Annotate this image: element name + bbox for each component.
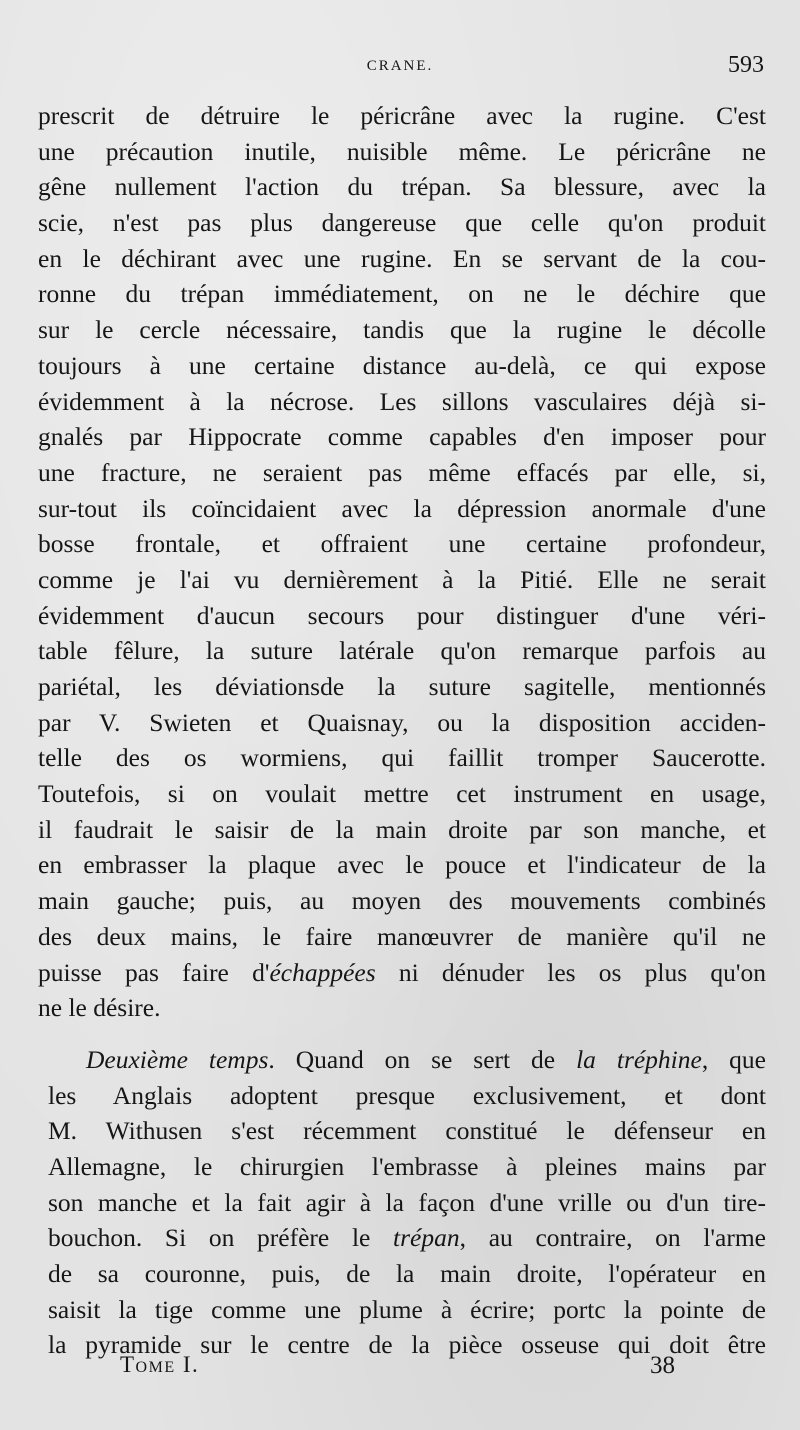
text-line: prescrit de détruire le péricrâne avec la rugine. C'est [38,101,766,130]
text-line [38,1042,766,1078]
text-line [38,1220,766,1256]
text-line: M. Withusen s'est récemment constitué le défenseur en [48,1116,766,1146]
text-line: sur le cercle nécessaire, tandis que la rugine le décolle [38,315,766,345]
text-line: les Anglais adoptent presque exclusivement, et dont [48,1080,766,1110]
text-line: comme je l'ai vu dernièrement à la Pitié. Elle ne serait [38,564,766,594]
text-line: en le déchirant avec une rugine. En se servant de la cou- [38,243,766,273]
text-run: bouchon. Si on préfère le [48,1223,394,1253]
text-line: il faudrait le saisir de la main droite par son manche, et [38,814,766,844]
text-run: , au contraire, on l'arme [459,1223,766,1253]
text-line: bosse frontale, et offraient une certaine profondeur, [38,529,766,559]
body-text [38,98,766,1363]
text-run: ni dénuder les os plus qu'on [375,957,766,987]
signature-number: 38 [650,1352,675,1379]
text-run: puisse pas faire d' [38,957,270,987]
text-line: table fêlure, la suture latérale qu'on remarque parfois au [38,636,766,666]
running-head [0,52,800,84]
volume-signature: Tome I. [120,1352,200,1377]
text-line: toujours à une certaine distance au-delà, ce qui expose [38,350,766,380]
text-line: évidemment d'aucun secours pour distinguer d'une véri- [38,600,766,630]
text-line [38,955,766,991]
text-line: main gauche; puis, au moyen des mouvements combinés [38,886,766,916]
paragraph-1 [38,98,766,1026]
text-line: par V. Swieten et Quaisnay, ou la disposition acciden- [38,707,766,737]
text-line: ronne du trépan immédiatement, on ne le déchire que [38,279,766,309]
text-line: pariétal, les déviationsde la suture sagitelle, mentionnés [38,672,766,701]
text-line: gêne nullement l'action du trépan. Sa blessure, avec la [38,172,766,202]
text-line: Allemagne, le chirurgien l'embrasse à pleines mains par [48,1151,766,1181]
italic-run: échappées [269,957,376,987]
text-line: ne le désire. [38,993,161,1023]
text-line: scie, n'est pas plus dangereuse que celle qu'on produit [38,208,766,238]
italic-run: la tréphine [576,1044,702,1074]
text-line: en embrasser la plaque avec le pouce et l'indicateur de la [38,850,766,880]
italic-run: trépan [393,1223,460,1253]
text-line: une précaution inutile, nuisible même. Le péricrâne ne [38,136,766,166]
paragraph-2 [38,1042,766,1363]
text-line: Toutefois, si on voulait mettre cet instrument en usage, [38,779,766,809]
text-run: , que [701,1044,766,1074]
page-number: 593 [728,52,764,78]
page-footer [0,1352,800,1386]
paragraph-gap [38,1026,766,1042]
italic-run: Deuxième temps [86,1044,269,1074]
text-line: telle des os wormiens, qui faillit tromper Saucerotte. [38,743,766,773]
text-line: des deux mains, le faire manœuvrer de manière qu'il ne [38,921,766,951]
text-line: évidemment à la nécrose. Les sillons vasculaires déjà si- [38,386,766,416]
text-run: . Quand on se sert de [268,1044,577,1074]
text-line: sur-tout ils coïncidaient avec la dépression anormale d'une [38,493,766,523]
text-line: son manche et la fait agir à la façon d'une vrille ou d'un tire- [48,1187,766,1217]
running-title: CRANE. [366,58,434,74]
text-line: gnalés par Hippocrate comme capables d'en imposer pour [38,422,766,452]
text-line: de sa couronne, puis, de la main droite, l'opérateur en [48,1259,766,1288]
text-line: une fracture, ne seraient pas même effacés par elle, si, [38,457,766,487]
text-line: saisit la tige comme une plume à écrire; portc la pointe de [48,1294,766,1324]
text-line: la pyramide sur le centre de la pièce osseuse qui doit être [48,1330,766,1360]
